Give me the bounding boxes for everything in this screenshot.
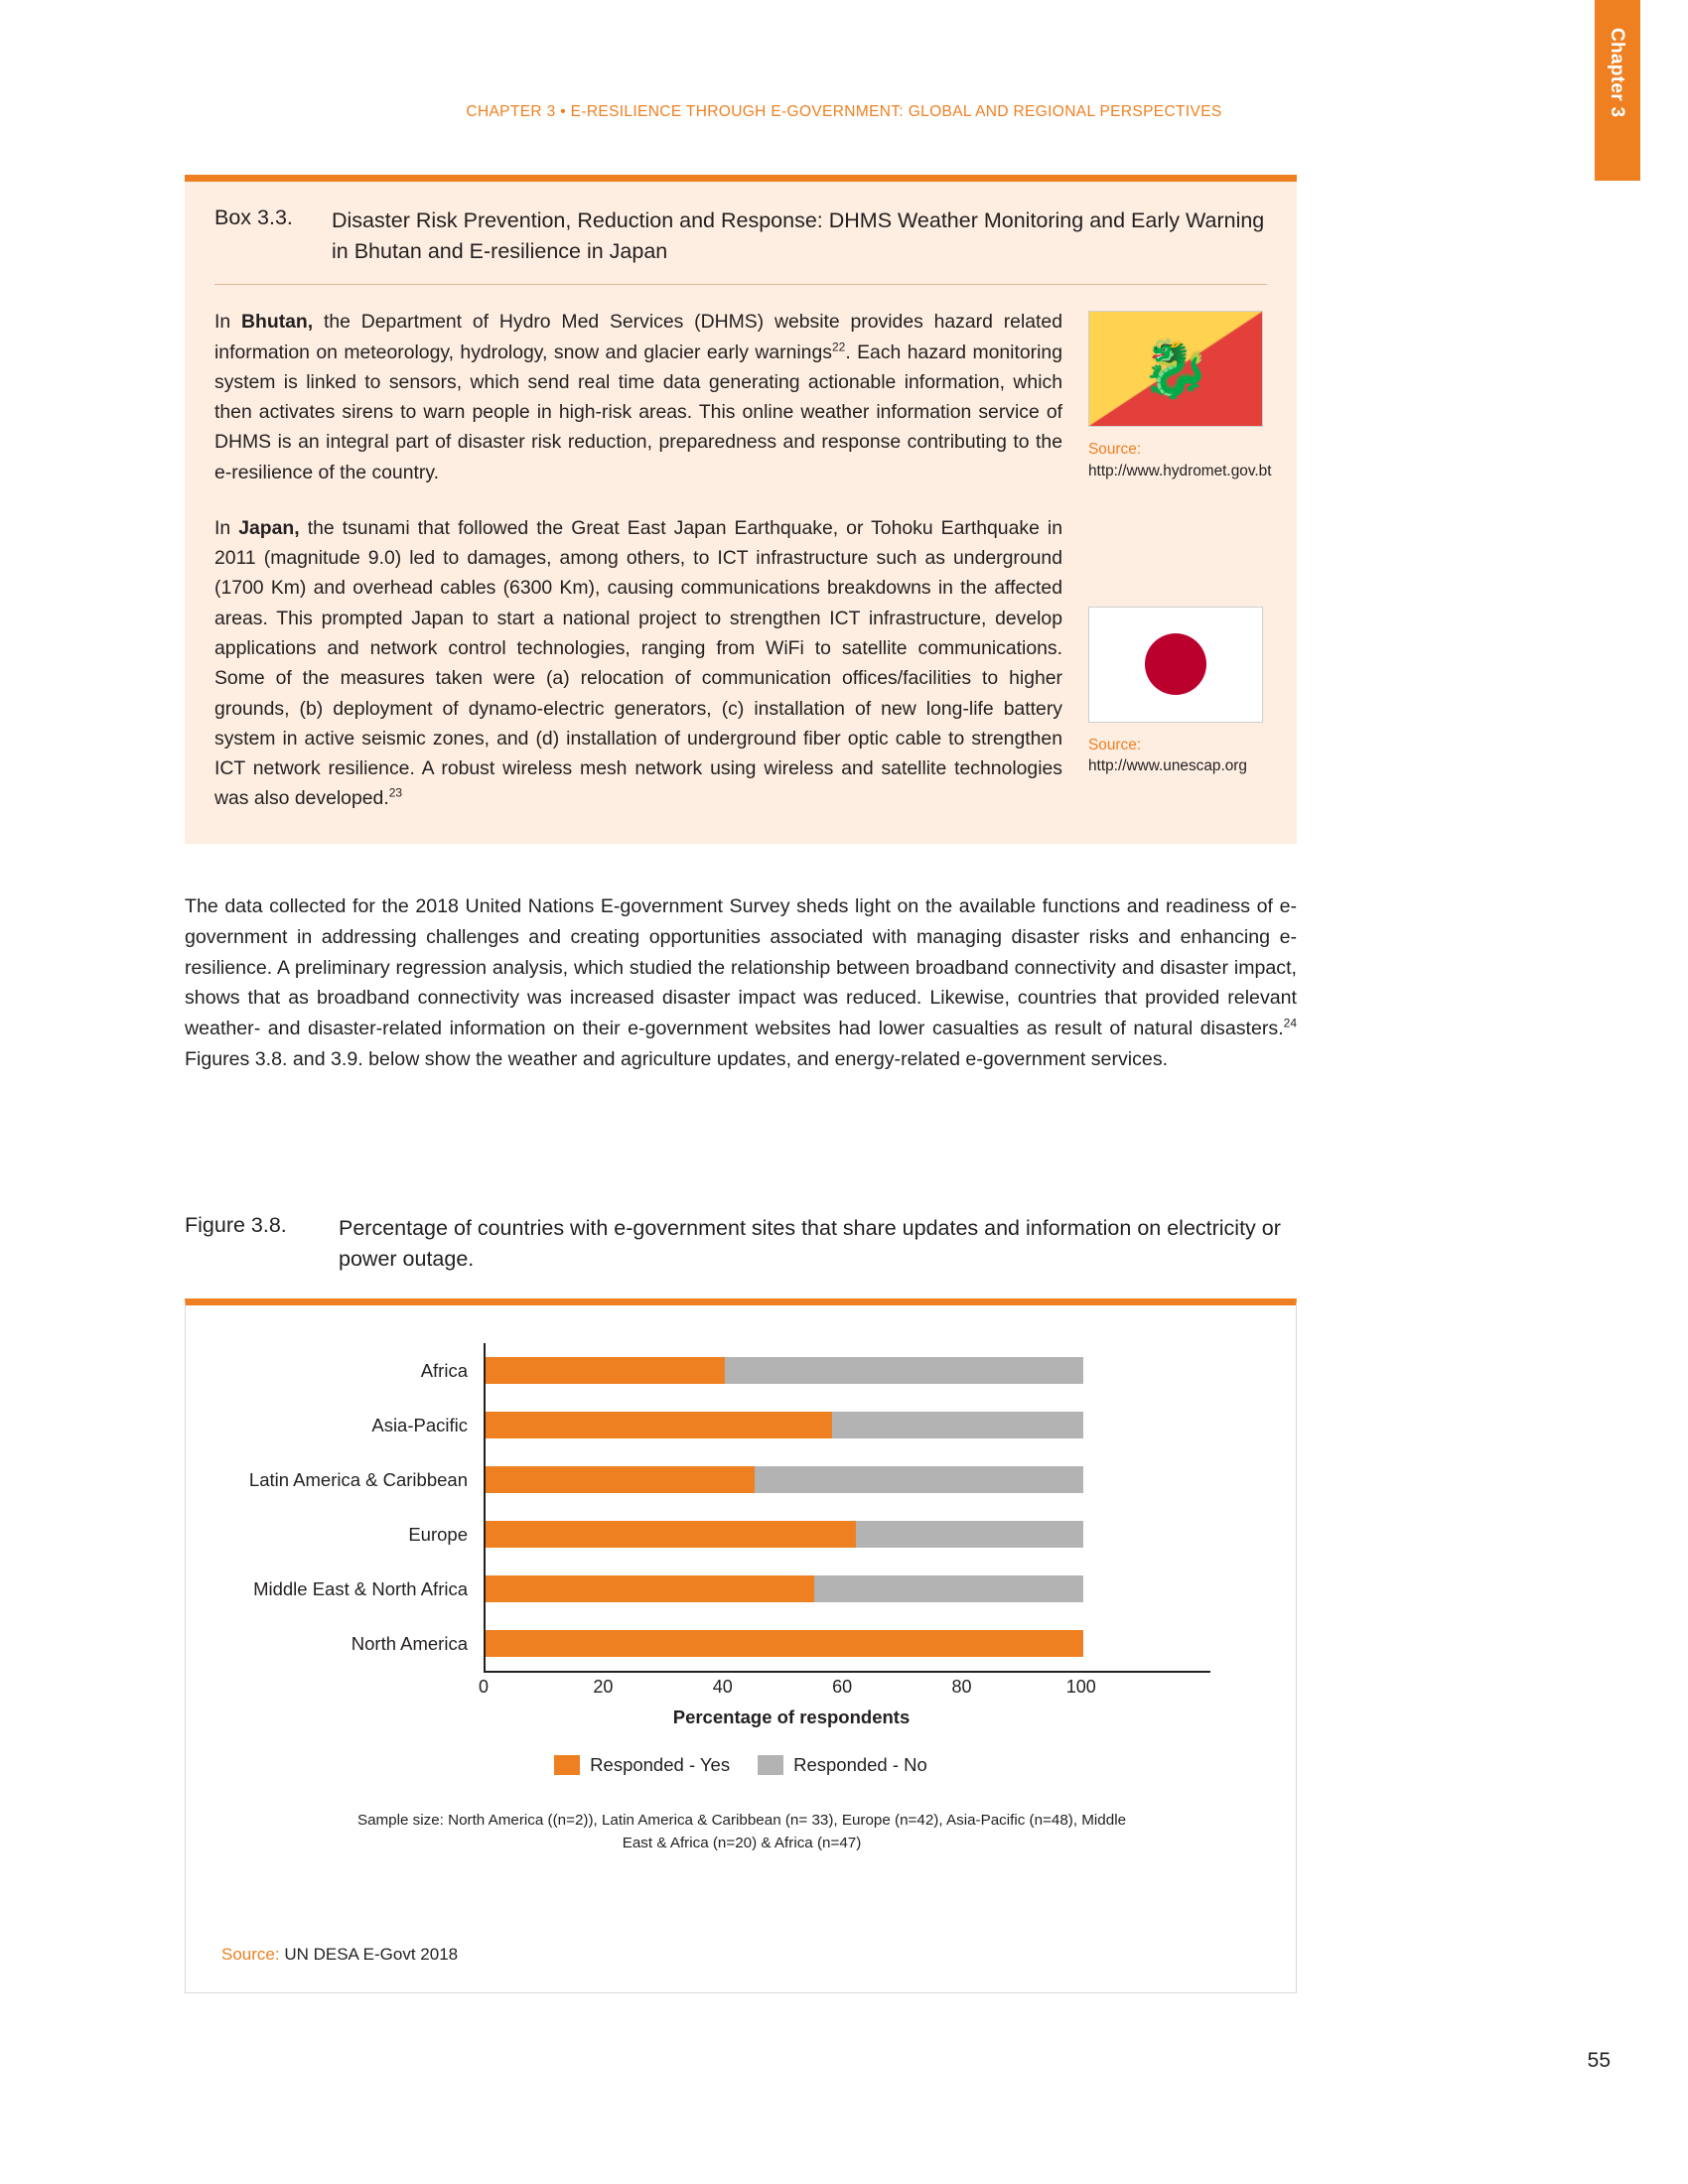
- box-title: [185, 182, 1297, 267]
- dragon-icon: 🐉: [1141, 337, 1210, 400]
- chart-category-label: Latin America & Caribbean: [248, 1468, 468, 1490]
- body-paragraph: [185, 891, 1297, 1075]
- box-text-column: [214, 307, 1088, 813]
- x-axis-tick-label: 60: [832, 1677, 853, 1697]
- legend-swatch: [758, 1755, 783, 1775]
- chart-bar-track: [484, 1616, 1208, 1671]
- japan-source: [1088, 735, 1269, 777]
- chart-category-label: Africa: [420, 1359, 468, 1381]
- bhutan-lead: Bhutan,: [241, 311, 314, 334]
- chart-bar-segment: [486, 1575, 814, 1602]
- x-axis-line: [484, 1671, 1210, 1673]
- box-side-column: [1088, 307, 1272, 813]
- chart-legend: [186, 1754, 1296, 1776]
- chart-bar-segment: [814, 1575, 1083, 1602]
- chart-bar-track: [484, 1398, 1208, 1452]
- box-paragraph-japan: [214, 513, 1062, 814]
- legend-swatch: [554, 1755, 580, 1775]
- chapter-tab-label: Chapter 3: [1607, 28, 1627, 118]
- chart-bar-segment: [856, 1521, 1083, 1548]
- box-body: [185, 285, 1297, 843]
- chart-bar-segment: [486, 1357, 725, 1384]
- figure-caption: [185, 1213, 1297, 1275]
- chart-bar-segment: [725, 1357, 1083, 1384]
- x-axis-tick-label: 20: [593, 1677, 614, 1697]
- legend-label: Responded - Yes: [590, 1754, 731, 1775]
- chart-bar-segment: [755, 1466, 1083, 1493]
- body-paragraph-text: The data collected for the 2018 United Nations E-government Survey sheds light on the available functions and readiness of e-government in addressing challenges and creating opportunities associated with managing disaster risks and enhancing e-resilience. A preliminary regression analysis, which studied the relationship between broadband connectivity and disaster impact, shows that as broadband connectivity was increased disaster impact was reduced. Likewise, countries that provided relevant weather- and disaster-related information on their e-government websites had lower casualties as result of natural disasters.: [185, 895, 1297, 1039]
- x-axis-tick-label: 40: [712, 1677, 733, 1697]
- japan-intro: In: [214, 516, 239, 539]
- legend-item: [758, 1754, 927, 1776]
- chart-row: [186, 1507, 1296, 1562]
- chart-bar-segment: [486, 1521, 856, 1548]
- footnote-ref-23: 23: [388, 785, 403, 800]
- bhutan-text-a: the Department of Hydro Med Services (DHMS) website provides hazard related information on meteorology, hydrology, snow and glacier early warnings: [214, 311, 1063, 363]
- chart-category-label: Asia-Pacific: [371, 1414, 468, 1435]
- chart-bar-track: [484, 1562, 1208, 1616]
- box-paragraph-bhutan: [214, 307, 1062, 487]
- figure-source-label: Source:: [221, 1945, 280, 1964]
- page-number: 55: [1587, 2049, 1611, 2072]
- chart-row: [186, 1343, 1296, 1398]
- x-axis-tick-label: 0: [478, 1677, 490, 1697]
- legend-label: Responded - No: [793, 1754, 927, 1775]
- figure-title: Percentage of countries with e-government sites that share updates and information on electricity or power outage.: [339, 1216, 1281, 1272]
- running-head: CHAPTER 3 • E-RESILIENCE THROUGH E-GOVERNMENT: GLOBAL AND REGIONAL PERSPECTIVES: [466, 103, 1222, 120]
- chart-bar-segment: [486, 1630, 1083, 1657]
- chart-bar-track: [484, 1343, 1208, 1398]
- box-label: Box 3.3.: [214, 205, 293, 229]
- chart-bar-segment: [486, 1466, 755, 1493]
- x-axis-title: Percentage of respondents: [672, 1706, 911, 1727]
- chart-bar-track: [484, 1507, 1208, 1562]
- chart-category-label: Europe: [408, 1523, 468, 1545]
- box-title-text: Disaster Risk Prevention, Reduction and Response: DHMS Weather Monitoring and Early Warning in Bhutan and E-resilience in Japan: [332, 208, 1265, 264]
- footnote-ref-24: 24: [1283, 1016, 1297, 1030]
- sample-size-note: Sample size: North America ((n=2)), Latin America & Caribbean (n= 33), Europe (n=42), Asia-Pacific (n=48), Middle East & Africa (n=20) & Africa (n=47): [356, 1812, 1127, 1851]
- chart-row: [186, 1398, 1296, 1452]
- figure-panel: [185, 1298, 1297, 1993]
- legend-item: [554, 1754, 730, 1776]
- body-paragraph-text-rest: Figures 3.8. and 3.9. below show the weather and agriculture updates, and energy-related e-government services.: [185, 1047, 1169, 1070]
- japan-sun-disc-icon: [1145, 633, 1206, 695]
- source-url-japan: http://www.unescap.org: [1088, 757, 1247, 775]
- chart-bar-segment: [486, 1412, 832, 1438]
- chart-category-label: Middle East & North Africa: [253, 1577, 468, 1599]
- chart-row: [186, 1616, 1296, 1671]
- source-label-japan: Source:: [1088, 736, 1142, 753]
- bhutan-text-b: . Each hazard monitoring system is linked to sensors, which send real time data generating actionable information, which then activates sirens to warn people in high-risk areas. This online weather information service of DHMS is an integral part of disaster risk reduction, preparedness and response contributing to the e-resilience of the country.: [214, 341, 1062, 483]
- figure-source-value: UN DESA E-Govt 2018: [279, 1945, 459, 1964]
- bhutan-intro: In: [214, 311, 241, 334]
- footnote-ref-22: 22: [831, 340, 846, 354]
- japan-flag-image: [1088, 607, 1263, 723]
- bhutan-source: [1088, 439, 1272, 481]
- x-axis-ticks: [478, 1677, 1210, 1706]
- figure-source: [221, 1945, 458, 1965]
- bhutan-flag-image: [1088, 311, 1263, 427]
- side-spacer: [1088, 481, 1269, 607]
- source-url-bhutan: http://www.hydromet.gov.bt: [1088, 462, 1272, 479]
- bar-chart: [186, 1305, 1296, 1861]
- chart-category-label: North America: [351, 1632, 468, 1654]
- chart-row: [186, 1562, 1296, 1616]
- box-3-3: [185, 175, 1297, 844]
- chart-row: [186, 1452, 1296, 1507]
- chart-bar-segment: [832, 1412, 1083, 1438]
- x-axis-tick-label: 80: [951, 1677, 972, 1697]
- source-label-bhutan: Source:: [1088, 441, 1142, 459]
- japan-lead: Japan,: [238, 516, 300, 539]
- x-axis-tick-label: 100: [1065, 1677, 1096, 1697]
- figure-label: Figure 3.8.: [185, 1213, 287, 1237]
- chapter-tab: [1595, 0, 1640, 181]
- japan-text: the tsunami that followed the Great East Japan Earthquake, or Tohoku Earthquake in 2011 (magnitude 9.0) led to damages, among others, to ICT infrastructure such as underground (1700 Km) and overhead cables (6300 Km), causing communications breakdowns in the affected areas. This prompted Japan to start a national project to strengthen ICT infrastructure, develop applications and network control technologies, ranging from WiFi to satellite communications. Some of the measures taken were (a) relocation of communication offices/facilities to higher grounds, (b) deployment of dynamo-electric generators, (c) installation of new long-life battery system in active seismic zones, and (d) installation of underground fiber optic cable to strengthen ICT network resilience. A robust wireless mesh network using wireless and satellite technologies was also developed.: [214, 516, 1062, 810]
- chart-rows: [186, 1343, 1296, 1671]
- chart-bar-track: [484, 1452, 1208, 1507]
